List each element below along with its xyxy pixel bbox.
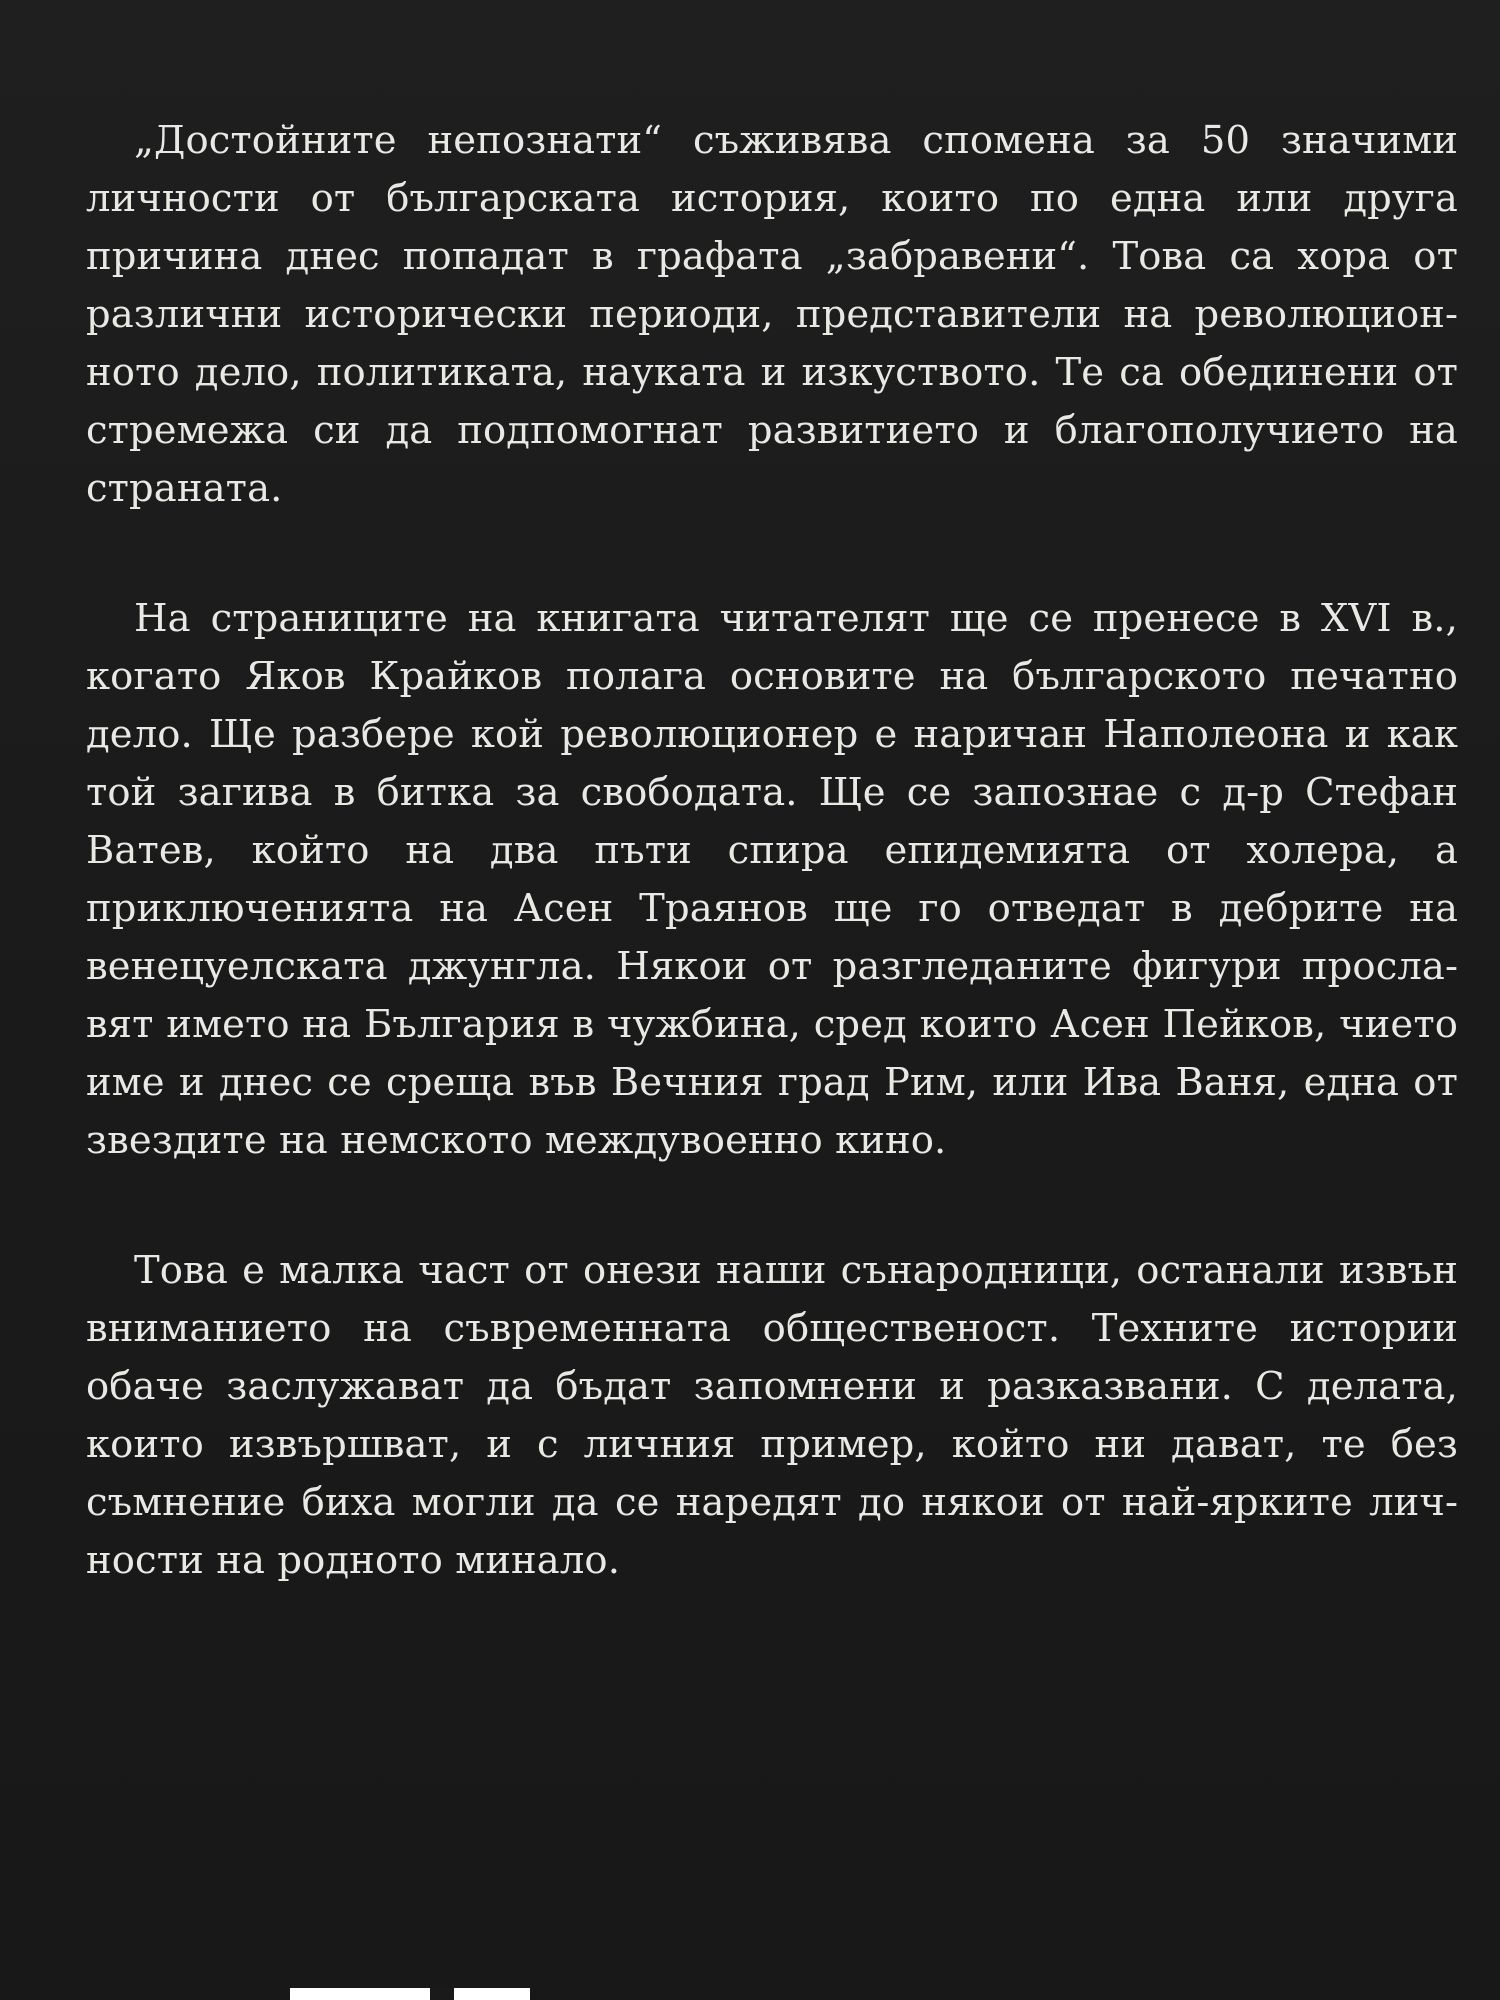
blurb-paragraph-1: „Достойните непознати“ съживява спомена за 50 значими личности от българската история, които по една или друга причина днес попадат в графата „забравени“. Това са хора от различни исторически периоди, представители на революционното дело, политиката, науката и изкуството. Те са обединени от стремежа си да подпомогнат развитието и благополучието на страната. [86, 118, 1458, 511]
barcode-edge [290, 1988, 530, 2000]
blurb-text [86, 112, 1458, 1590]
blurb-paragraph-3: Това е малка част от онези наши сънародници, останали извън вниманието на съвременната общественост. Техните истории обаче заслужават да бъдат запомнени и разказвани. С делата, които извършват, и с личния пример, който ни дават, те без съмнение биха могли да се наредят до някои от най-ярките личности на родното минало. [86, 1248, 1458, 1583]
blurb-paragraph-2: На страниците на книгата читателят ще се пренесе в XVI в., когато Яков Крайков полага основите на българското печатно дело. Ще разбере кой революционер е наричан Наполеона и как той загива в битка за свободата. Ще се запознае с д-р Стефан Ватев, който на два пъти спира епидемията от холера, а приключенията на Асен Траянов ще го отведат в дебрите на венецуелската джунгла. Някои от разгледаните фигури прославят името на България в чужбина, сред които Асен Пейков, чието име и днес се среща във Вечния град Рим, или Ива Ваня, една от звездите на немското междувоенно кино. [86, 596, 1458, 1163]
